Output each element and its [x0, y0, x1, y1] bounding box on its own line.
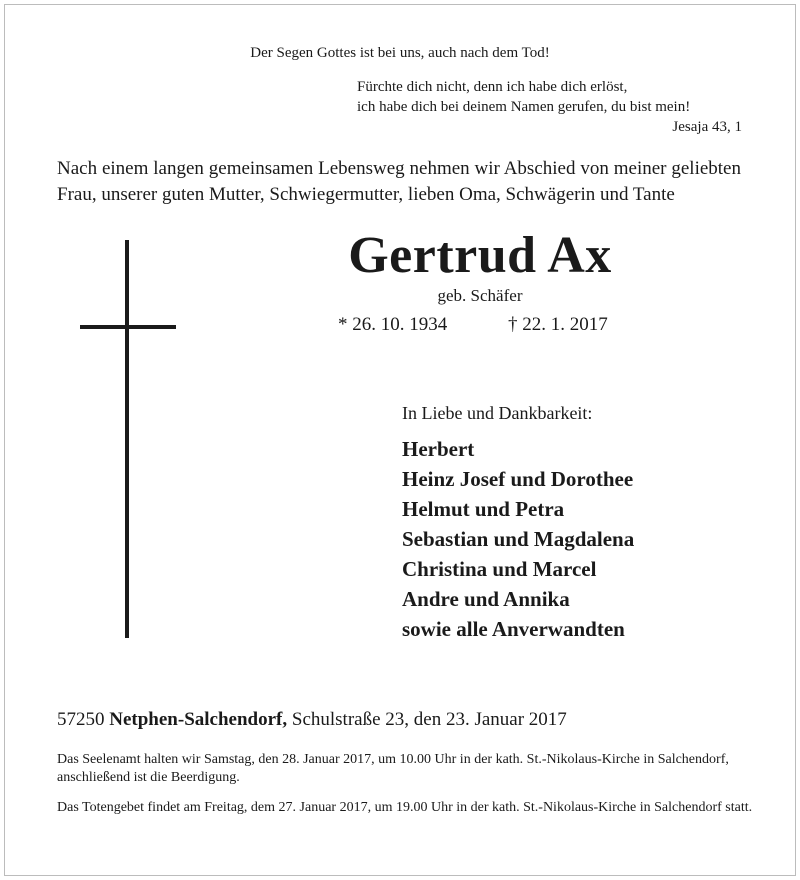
verse-reference: Jesaja 43, 1	[672, 119, 742, 135]
mourners-list	[402, 434, 634, 644]
death-date: † 22. 1. 2017	[508, 314, 608, 335]
mourner-item: Herbert	[402, 437, 475, 461]
verse-line-1: Fürchte dich nicht, denn ich habe dich erlöst,	[357, 79, 628, 95]
cross-icon-horizontal	[80, 325, 176, 329]
birth-date: * 26. 10. 1934	[338, 314, 448, 335]
motto: Der Segen Gottes ist bei uns, auch nach dem Tod!	[250, 45, 550, 61]
thanks-line: In Liebe und Dankbarkeit:	[402, 403, 593, 423]
deceased-name: Gertrud Ax	[348, 227, 612, 284]
intro-text: Nach einem langen gemeinsamen Lebensweg nehmen wir Abschied von meiner geliebten Frau, unserer guten Mutter, Schwiegermutter, lieben Oma, Schwägerin und Tante	[57, 158, 741, 205]
prayer-notice: Das Totengebet findet am Freitag, dem 27. Januar 2017, um 19.00 Uhr in der kath. St.-Nikolaus-Kirche in Salchendorf statt.	[57, 800, 753, 815]
maiden-name: geb. Schäfer	[437, 286, 523, 305]
postal-code: 57250	[57, 709, 105, 730]
address-line	[57, 709, 567, 731]
street-and-date: Schulstraße 23, den 23. Januar 2017	[291, 709, 567, 730]
mourner-item: Heinz Josef und Dorothee	[402, 467, 634, 491]
mourner-item: Christina und Marcel	[402, 557, 597, 581]
mourner-item: Helmut und Petra	[402, 497, 565, 521]
place-name: Netphen-Salchendorf,	[109, 709, 288, 730]
mourner-item: Andre und Annika	[402, 587, 570, 611]
verse-line-2: ich habe dich bei deinem Namen gerufen, du bist mein!	[357, 99, 691, 115]
mourner-item: Sebastian und Magdalena	[402, 527, 635, 551]
requiem-notice: Das Seelenamt halten wir Samstag, den 28. Januar 2017, um 10.00 Uhr in der kath. St.-Nikolaus-Kirche in Salchendorf, anschließend ist die Beerdigung.	[57, 752, 729, 785]
mourner-item: sowie alle Anverwandten	[402, 617, 625, 641]
